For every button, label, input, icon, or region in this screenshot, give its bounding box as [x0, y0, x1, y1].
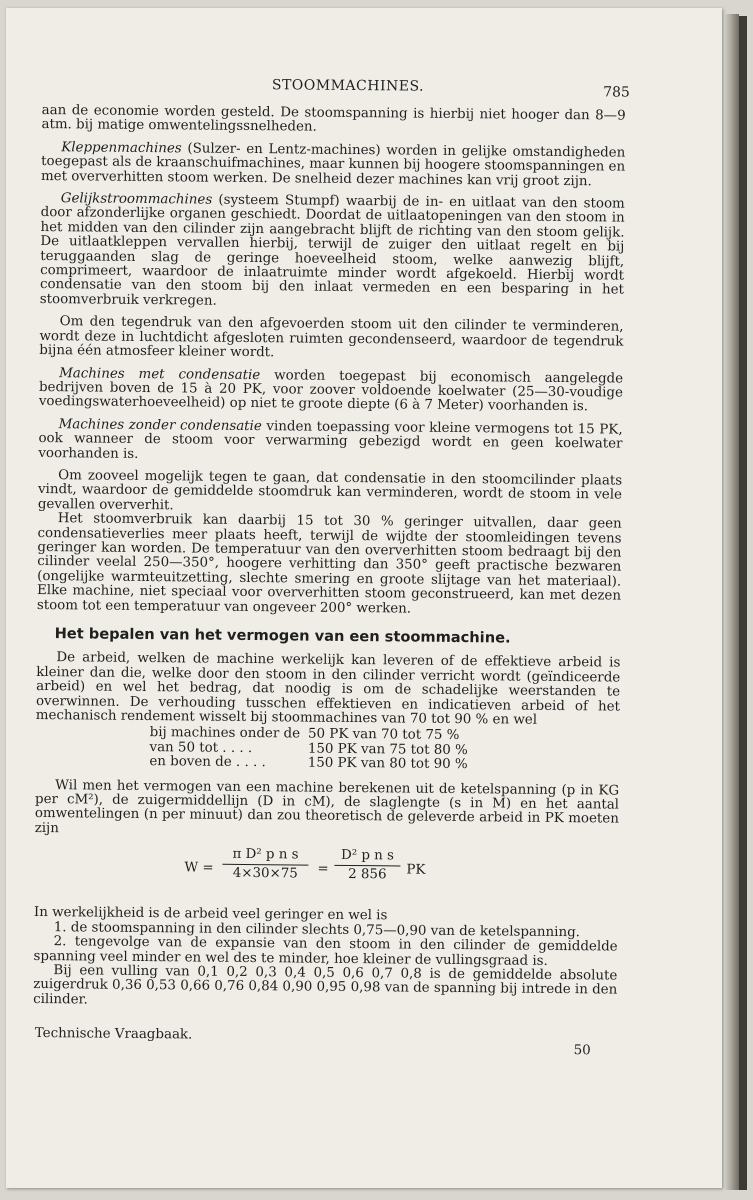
- paragraph-oververhit: Om zooveel mogelijk tegen te gaan, dat condensatie in den stoomcilinder plaats vindt, waardoor de gemiddelde stoomdruk kan verminderen, wordt de stoom in vele gevallen oververhit.: [37, 468, 623, 514]
- table-cell: 50 PK van 70 tot 75 %: [307, 727, 460, 744]
- running-header: [42, 74, 630, 110]
- paragraph-tegendruk: Om den tegendruk van den afgevoerden stoom uit den cilinder te verminderen, wordt deze in luchtdicht afgesloten ruimten gecondenseerd, waardoor de tegendruk bijna één atmosfeer kleiner wordt.: [39, 314, 624, 361]
- term-zonder-condensatie: Machines zonder condensatie: [58, 416, 262, 434]
- paragraph-gelijkstroom: [40, 192, 625, 313]
- term-met-condensatie: Machines met condensatie: [59, 365, 261, 383]
- page-content: [33, 74, 630, 1059]
- table-cell: 150 PK van 75 tot 80 %: [307, 741, 468, 758]
- paragraph-werkelijkheid: In werkelijkheid is de arbeid veel geringer en wel is: [33, 905, 388, 924]
- table-cell: bij machines onder de: [149, 725, 301, 742]
- table-cell: van 50 tot . . . .: [149, 739, 253, 756]
- table-cell: 150 PK van 80 tot 90 %: [307, 755, 468, 773]
- paragraph-economy: aan de economie worden gesteld. De stoomspanning is hierbij niet hooger dan 8—9 atm. bij matige omwentelingssnelheden.: [41, 102, 626, 136]
- paragraph-vulling: Bij een vulling van 0,1 0,2 0,3 0,4 0,5 0,6 0,7 0,8 is de gemiddelde absolute zuigerdruk 0,36 0,53 0,66 0,76 0,84 0,90 0,95 0,98 van de spanning bij intrede in den cilinder.: [33, 963, 618, 1008]
- paragraph-text: vinden toepassing voor kleine vermogens tot 15 PK, ook wanneer de stoom voor verwarming gebezigd wordt en geen koelwater voorhanden is.: [38, 418, 623, 462]
- paragraph-text: (Sulzer- en Lentz-machines) worden in gelijke omstandigheden toegepast als de kraanschuifmachines, maar kunnen bij hoogere stoomspanningen en met oververhitten stoom werken. De snelheid dezer machines kan vrij groot zijn.: [40, 141, 626, 189]
- formula-lhs: W =: [184, 860, 214, 876]
- power-formula: [34, 846, 618, 900]
- page-edge: [725, 14, 739, 1190]
- formula-numerator-1: π D² p n s: [222, 848, 308, 865]
- paragraph-kleppenmachines: [41, 141, 625, 190]
- book-title: Technische Vraagbaak.: [34, 1026, 193, 1043]
- signature-mark: 50: [573, 1043, 591, 1059]
- paragraph-vermogen: Wil men het vermogen van een machine berekenen uit de ketelspanning (p in KG per cM²), de zuigermiddellijn (D in cM), de slaglengte (s in M) en het aantal omwentelingen (n per minuut) dan zou theoretisch de geleverde arbeid in PK moeten zijn: [34, 777, 620, 837]
- term-kleppenmachines: Kleppenmachines: [61, 140, 182, 157]
- formula-equals: =: [317, 861, 329, 878]
- efficiency-table: [145, 726, 472, 772]
- formula-denominator-1: 4×30×75: [232, 865, 298, 882]
- list-item: 2. tengevolge van de expansie van den stoom in den cilinder de gemiddelde spanning veel minder en wel des te minder, hoe kleiner de vullingsgraad is.: [33, 934, 618, 969]
- formula-numerator-2: D² p n s: [334, 849, 400, 866]
- table-cell: en boven de . . . .: [149, 754, 266, 771]
- paragraph-met-condensatie: [39, 366, 623, 415]
- book-binding: [739, 16, 747, 1190]
- formula-fraction-2: [334, 849, 400, 882]
- list-item: 1. de stoomspanning in den cilinder slechts 0,75—0,90 van de ketelspanning.: [53, 919, 581, 940]
- section-heading: Het bepalen van het vermogen van een stoommachine.: [54, 625, 511, 647]
- table-row: [145, 755, 471, 773]
- page-number: 785: [603, 84, 630, 101]
- running-title: STOOMMACHINES.: [271, 77, 425, 95]
- paragraph-text: worden toegepast bij economisch aangelegde bedrijven boven de 15 à 20 PK, voor zoover voldoende koelwater (25—30-voudige voedingswaterhoeveelheid) op niet te groote diepte (6 à 7 Meter) voorhanden is.: [38, 367, 624, 415]
- paragraph-arbeid: De arbeid, welken de machine werkelijk kan leveren of de effektieve arbeid is kleiner dan die, welke door den stoom in den cilinder verricht wordt (geïndiceerde arbeid) en wel het bedrag, dat noodig is om de schadelijke weerstanden te overwinnen. De verhouding tusschen effektieven en indicatieven arbeid of het mechanisch rendement wisselt bij stoommachines van 70 tot 90 % en wel: [35, 650, 621, 728]
- formula-unit: PK: [406, 862, 426, 878]
- paragraph-text: (systeem Stumpf) waarbij de in- en uitlaat van den stoom door afzonderlijke organen geschiedt. Doordat de uitlaatopeningen van den stoom in het midden van den cilinder zijn aangebracht blijft de richting van den stoom gelijk. De uitlaatkleppen vervallen hierbij, terwijl de zuiger den uitlaat regelt en bij teruggaanden slag de geringe hoeveelheid stoom, welke aanwezig blijft, comprimeert, waardoor de inlaatruimte minder wordt afgekoeld. Hierbij wordt condensatie van den stoom bij den inlaat vermeden en een besparing in het stoomverbruik verkregen.: [39, 192, 625, 309]
- formula-fraction-1: [222, 848, 308, 882]
- term-gelijkstroommachines: Gelijkstroommachines: [60, 191, 213, 208]
- paragraph-zonder-condensatie: [38, 418, 622, 467]
- paragraph-stoomverbruik: Het stoomverbruik kan daarbij 15 tot 30 % geringer uitvallen, daar geen condensatieverlies meer plaats heeft, terwijl de wijdte der stoomleidingen tevens geringer kan worden. De temperatuur van den oververhitten stoom bedraagt bij den cilinder veelal 250—350°, hoogere verhitting dan 350° geeft practische bezwaren (ongelijke warmteuitzetting, slechte smering en groote slijtage van het materiaal). Elke machine, niet speciaal voor oververhitten stoom geconstrueerd, kan met dezen stoom tot een temperatuur van ongeveer 200° werken.: [36, 511, 622, 617]
- formula-denominator-2: 2 856: [348, 866, 387, 883]
